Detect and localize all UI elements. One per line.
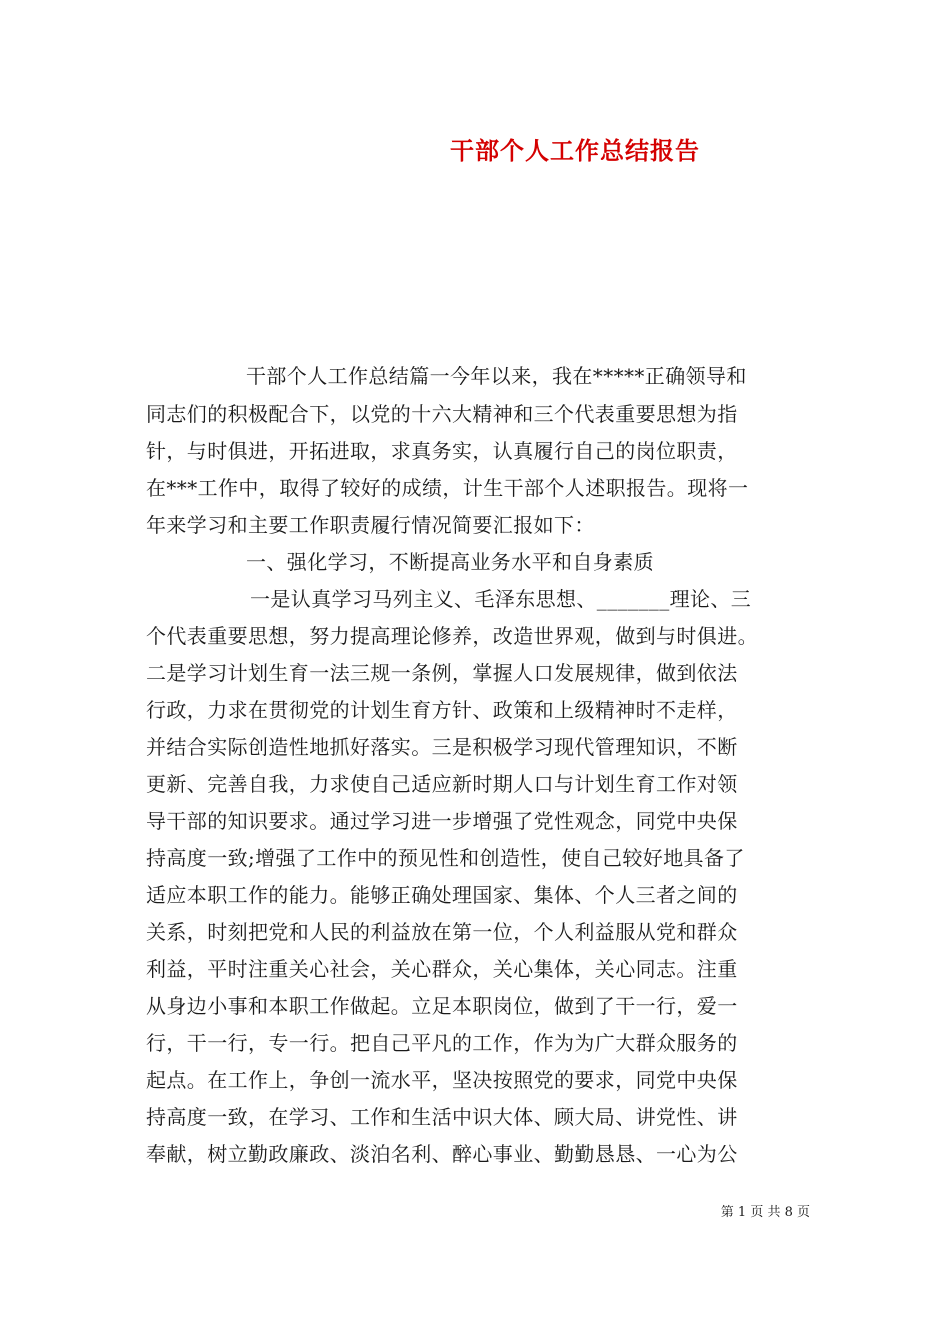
body-line: 年来学习和主要工作职责履行情况简要汇报如下： xyxy=(146,513,595,537)
body-line: 持高度一致;增强了工作中的预见性和创造性，使自己较好地具备了 xyxy=(146,846,745,870)
body-line: 导干部的知识要求。通过学习进一步增强了党性观念，同党中央保 xyxy=(146,809,738,833)
body-line: 二是学习计划生育一法三规一条例，掌握人口发展规律，做到依法 xyxy=(146,661,738,685)
body-line: 个代表重要思想，努力提高理论修养，改造世界观，做到与时俱进。 xyxy=(146,624,758,648)
body-line: 更新、完善自我，力求使自己适应新时期人口与计划生育工作对领 xyxy=(146,772,738,796)
body-line: 从身边小事和本职工作做起。立足本职岗位，做到了干一行，爱一 xyxy=(146,994,738,1018)
body-line: 行，干一行，专一行。把自己平凡的工作，作为为广大群众服务的 xyxy=(146,1031,738,1055)
body-line: 持高度一致，在学习、工作和生活中识大体、顾大局、讲党性、讲 xyxy=(146,1105,738,1129)
body-line: 并结合实际创造性地抓好落实。三是积极学习现代管理知识，不断 xyxy=(146,735,738,759)
body-line: 起点。在工作上，争创一流水平，坚决按照党的要求，同党中央保 xyxy=(146,1068,738,1092)
body-line: 针，与时俱进，开拓进取，求真务实，认真履行自己的岗位职责， xyxy=(146,439,738,463)
body-line: 利益，平时注重关心社会，关心群众，关心集体，关心同志。注重 xyxy=(146,957,738,981)
body-line: 行政，力求在贯彻党的计划生育方针、政策和上级精神时不走样， xyxy=(146,698,738,722)
body-line: 关系，时刻把党和人民的利益放在第一位，个人利益服从党和群众 xyxy=(146,920,738,944)
page-footer: 第 1 页 共 8 页 xyxy=(720,1205,810,1220)
body-line: 一是认真学习马列主义、毛泽东思想、_______理论、三 xyxy=(250,587,752,611)
body-line: 适应本职工作的能力。能够正确处理国家、集体、个人三者之间的 xyxy=(146,883,738,907)
body-line: 同志们的积极配合下，以党的十六大精神和三个代表重要思想为指 xyxy=(146,402,738,426)
page-title: 干部个人工作总结报告 xyxy=(450,136,700,165)
section-heading: 一、强化学习，不断提高业务水平和自身素质 xyxy=(246,550,654,574)
body-line: 奉献，树立勤政廉政、淡泊名利、醉心事业、勤勤恳恳、一心为公 xyxy=(146,1142,738,1166)
body-line: 干部个人工作总结篇一今年以来，我在*****正确领导和 xyxy=(246,364,747,388)
body-line: 在***工作中，取得了较好的成绩，计生干部个人述职报告。现将一 xyxy=(146,476,749,500)
